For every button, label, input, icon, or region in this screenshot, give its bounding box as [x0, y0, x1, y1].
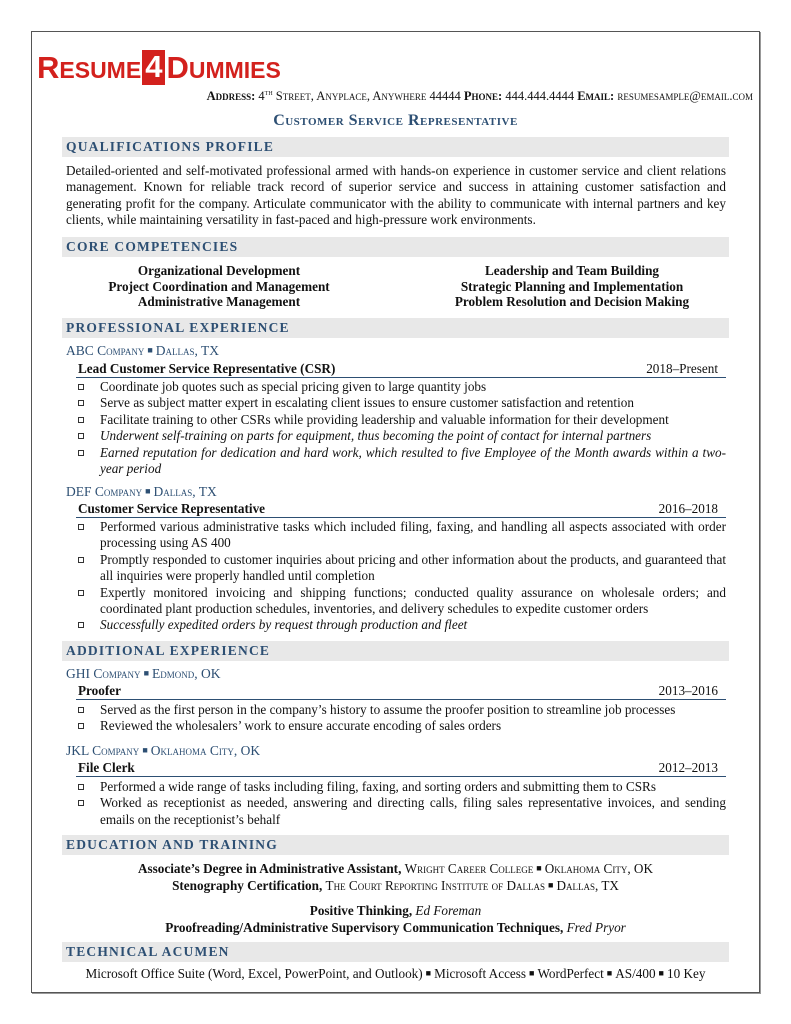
square-bullet-icon [78, 384, 84, 390]
company-line [66, 666, 221, 682]
tech-skill: Microsoft Office Suite (Word, Excel, PowerPoint, and Outlook) [85, 966, 423, 981]
role-dates: 2018–Present [646, 361, 718, 376]
duties-list [76, 379, 726, 477]
section-heading-technical: TECHNICAL ACUMEN [62, 942, 729, 962]
training-line [0, 903, 791, 919]
address-label: Address: [206, 89, 256, 104]
role-dates: 2012–2013 [658, 760, 718, 775]
section-heading-qualifications: QUALIFICATIONS PROFILE [62, 137, 729, 157]
training-provider: Ed Foreman [415, 903, 482, 918]
logo-text: ESUME [59, 57, 142, 83]
company-line [66, 343, 219, 359]
resume4dummies-logo [37, 51, 281, 86]
training-line [0, 920, 791, 936]
list-item: Serve as subject matter expert in escalating client issues to ensure customer satisfaction and retention [76, 395, 726, 411]
square-bullet-icon [78, 622, 84, 628]
role-row [76, 500, 726, 518]
square-separator-icon: ■ [529, 968, 535, 978]
list-item: Expertly monitored invoicing and shipping functions; conducted quality assurance on wholesale orders; and coordinated plant production schedules, inventories, and delivery schedules to expedite customer orders [76, 585, 726, 618]
training-name: Positive Thinking, [309, 903, 413, 918]
logo-letter: D [166, 50, 189, 85]
education-cert-line [0, 878, 791, 895]
education-degree-line [0, 861, 791, 878]
list-item: Facilitate training to other CSRs while providing leadership and valuable information for their development [76, 412, 726, 428]
list-item: Reviewed the wholesalers’ work to ensure accurate encoding of sales orders [76, 718, 726, 734]
square-separator-icon: ■ [425, 968, 432, 978]
square-bullet-icon [78, 450, 84, 456]
company-line [66, 743, 260, 759]
duties-list [76, 702, 726, 735]
company-name: ABC Company [66, 343, 145, 358]
duties-list [76, 519, 726, 634]
address-value: Street, Anyplace, Anywhere 44444 [272, 89, 461, 104]
tech-skill: 10 Key [666, 966, 706, 981]
square-bullet-icon [78, 557, 84, 563]
square-bullet-icon [78, 723, 84, 729]
role-row [76, 682, 726, 700]
list-item: Earned reputation for dedication and hard work, which resulted to five Employee of the Month awards within a two-year period [76, 445, 726, 478]
square-separator-icon: ■ [536, 863, 542, 873]
technical-skills-line [0, 966, 791, 982]
competency-item: Project Coordination and Management [108, 278, 330, 294]
square-separator-icon: ■ [142, 745, 148, 755]
tech-skill: AS/400 [615, 966, 656, 981]
degree-name: Associate’s Degree in Administrative Assistant, [138, 861, 402, 876]
company-name: DEF Company [66, 484, 143, 499]
contact-line [207, 88, 753, 104]
logo-letter: R [37, 50, 60, 85]
competencies-right-column [407, 263, 737, 310]
square-bullet-icon [78, 400, 84, 406]
role-dates: 2013–2016 [658, 683, 718, 698]
address-ordinal: th [264, 88, 273, 97]
list-item: Coordinate job quotes such as special pricing given to large quantity jobs [76, 379, 726, 395]
company-line [66, 484, 217, 500]
section-heading-competencies: CORE COMPETENCIES [62, 237, 729, 257]
qualifications-profile-text: Detailed-oriented and self-motivated professional armed with hands-on experience in customer service and client relations management. Known for reliable track record of superior service and success in attaining customer satisfaction and generating profit for the company. Articulate communicator with the ability to communicate with internal partners and key clients, while maintaining versatility in fast-paced and high-pressure work environments. [66, 163, 726, 228]
square-bullet-icon [78, 433, 84, 439]
role-row [76, 360, 726, 378]
list-item: Underwent self-training on parts for equipment, thus becoming the point of contact for internal partners [76, 428, 726, 444]
square-bullet-icon [78, 417, 84, 423]
section-heading-experience: PROFESSIONAL EXPERIENCE [62, 318, 729, 338]
section-heading-education: EDUCATION AND TRAINING [62, 835, 729, 855]
list-item: Successfully expedited orders by request through production and fleet [76, 617, 726, 633]
phone-label: Phone: [463, 89, 503, 104]
square-bullet-icon [78, 524, 84, 530]
logo-four-badge: 4 [142, 50, 165, 85]
square-bullet-icon [78, 590, 84, 596]
square-bullet-icon [78, 800, 84, 806]
school-name: Wright Career College [404, 861, 534, 876]
address-number: 4 [258, 89, 265, 104]
list-item: Served as the first person in the company’s history to assume the proofer position to streamline job processes [76, 702, 726, 718]
list-item: Performed a wide range of tasks including filing, faxing, and sorting orders and submitting them to CSRs [76, 779, 726, 795]
section-heading-additional: ADDITIONAL EXPERIENCE [62, 641, 729, 661]
company-name: JKL Company [66, 743, 140, 758]
list-item: Performed various administrative tasks which included filing, faxing, and handling all aspects associated with order processing using AS 400 [76, 519, 726, 552]
competency-item: Administrative Management [137, 294, 301, 310]
company-location: Dallas, TX [153, 484, 217, 499]
target-job-title: Customer Service Representative [273, 112, 518, 129]
phone-value: 444.444.4444 [505, 89, 575, 104]
tech-skill: WordPerfect [537, 966, 604, 981]
competency-item: Leadership and Team Building [484, 263, 660, 278]
competencies-left-column [54, 263, 384, 310]
tech-skill: Microsoft Access [434, 966, 527, 981]
email-label: Email: [577, 89, 615, 104]
square-bullet-icon [78, 707, 84, 713]
square-separator-icon: ■ [145, 486, 151, 496]
training-name: Proofreading/Administrative Supervisory Communication Techniques, [165, 920, 564, 935]
role-title: Proofer [78, 683, 121, 698]
competency-item: Problem Resolution and Decision Making [454, 294, 690, 310]
square-separator-icon: ■ [658, 968, 664, 978]
square-separator-icon: ■ [143, 668, 149, 678]
square-separator-icon: ■ [548, 880, 554, 890]
school-location: Oklahoma City, OK [544, 861, 653, 876]
email-value[interactable]: resumesample@email.com [617, 89, 753, 104]
role-row [76, 759, 726, 777]
duties-list [76, 779, 726, 828]
company-location: Edmond, OK [152, 666, 221, 681]
school-name: The Court Reporting Institute of Dallas [325, 878, 546, 893]
company-name: GHI Company [66, 666, 141, 681]
competency-item: Organizational Development [137, 263, 301, 278]
role-dates: 2016–2018 [658, 501, 718, 516]
role-title: Customer Service Representative [78, 501, 266, 516]
list-item: Promptly responded to customer inquiries about pricing and other information about the products, and guaranteed that all inquiries were properly handled until completion [76, 552, 726, 585]
company-location: Dallas, TX [155, 343, 220, 358]
competency-item: Strategic Planning and Implementation [460, 278, 684, 294]
training-provider: Fred Pryor [566, 920, 626, 935]
logo-text: UMMIES [188, 57, 281, 83]
school-location: Dallas, TX [556, 878, 619, 893]
company-location: Oklahoma City, OK [150, 743, 261, 758]
role-title: File Clerk [78, 760, 135, 775]
list-item: Worked as receptionist as needed, answering and directing calls, filing sales representative invoices, and sending emails on the receptionist’s behalf [76, 795, 726, 828]
role-title: Lead Customer Service Representative (CSR) [78, 361, 336, 376]
square-separator-icon: ■ [147, 345, 153, 355]
square-separator-icon: ■ [606, 968, 613, 978]
square-bullet-icon [78, 784, 84, 790]
cert-name: Stenography Certification, [172, 878, 323, 893]
